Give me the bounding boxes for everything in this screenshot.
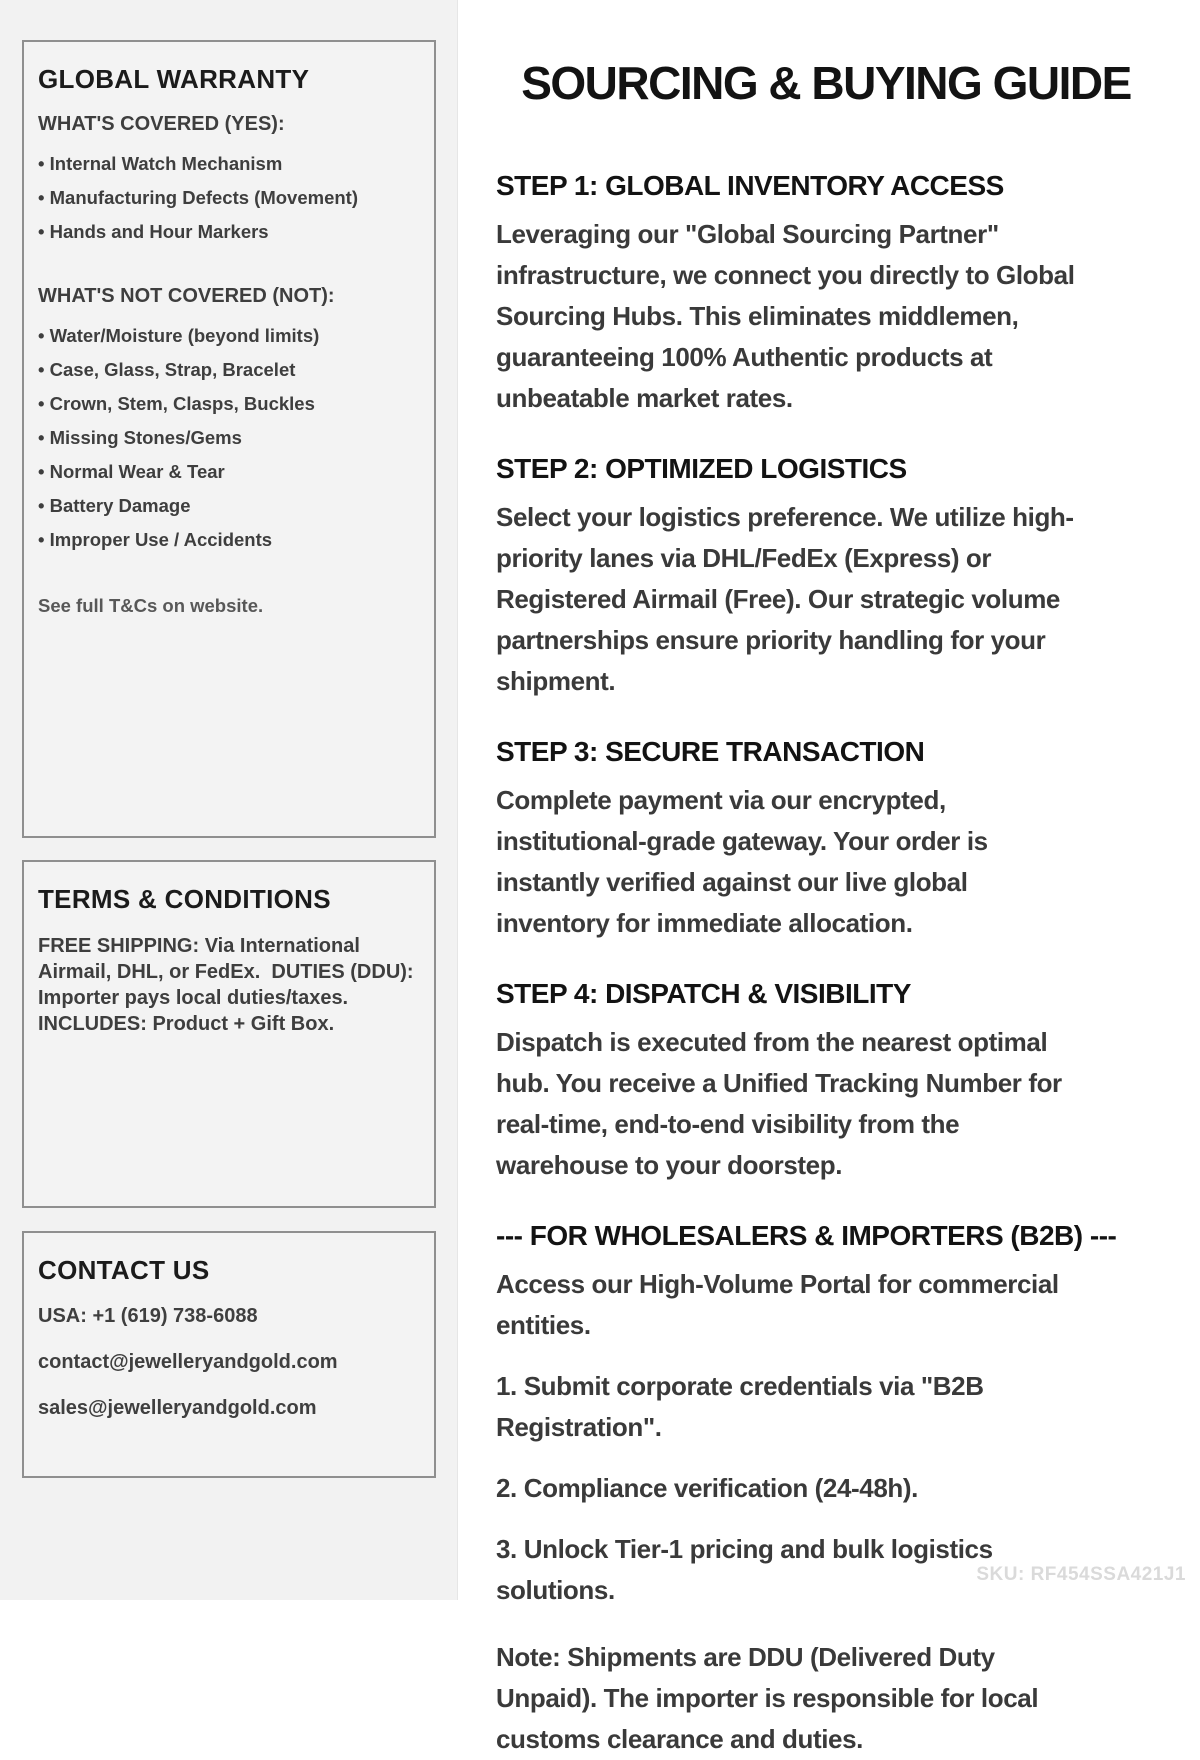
b2b-item-2: 2. Compliance verification (24-48h).	[496, 1473, 918, 1503]
terms-body: FREE SHIPPING: Via International Airmail, DHL, or FedEx. DUTIES (DDU): Importer pays local duties/taxes. INCLUDES: Product + Gift Box.	[38, 935, 420, 1035]
list-item: • Case, Glass, Strap, Bracelet	[38, 358, 418, 381]
terms-conditions-box	[22, 860, 436, 1208]
sku-label: SKU: RF454SSA421J1	[976, 1564, 1186, 1585]
b2b-item-1: 1. Submit corporate credentials via "B2B Registration".	[496, 1371, 984, 1442]
step-3-section	[496, 736, 1200, 944]
contact-title: CONTACT US	[38, 1255, 210, 1285]
global-warranty-box	[22, 40, 436, 838]
contact-phone: USA: +1 (619) 738-6088	[38, 1305, 258, 1327]
contact-us-box	[22, 1231, 436, 1478]
step-3-body: Complete payment via our encrypted, institutional-grade gateway. Your order is instantly verified against our live global inventory for immediate allocation.	[496, 785, 988, 938]
step-1-section	[496, 170, 1200, 419]
step-4-heading: STEP 4: DISPATCH & VISIBILITY	[496, 978, 911, 1009]
contact-email-sales: sales@jewelleryandgold.com	[38, 1397, 317, 1419]
b2b-ddu-note: Note: Shipments are DDU (Delivered Duty Unpaid). The importer is responsible for local customs clearance and duties.	[496, 1642, 1039, 1754]
step-3-heading: STEP 3: SECURE TRANSACTION	[496, 736, 925, 767]
b2b-section	[496, 1220, 1200, 1760]
b2b-intro: Access our High-Volume Portal for commercial entities.	[496, 1269, 1059, 1340]
page-title: SOURCING & BUYING GUIDE	[521, 57, 1131, 109]
list-item: • Manufacturing Defects (Movement)	[38, 186, 418, 209]
step-2-section	[496, 453, 1200, 702]
b2b-heading: --- FOR WHOLESALERS & IMPORTERS (B2B) ---	[496, 1220, 1117, 1251]
step-4-body: Dispatch is executed from the nearest optimal hub. You receive a Unified Tracking Number for real-time, end-to-end visibility from the warehouse to your doorstep.	[496, 1027, 1062, 1180]
list-item: • Internal Watch Mechanism	[38, 152, 418, 175]
list-item: • Water/Moisture (beyond limits)	[38, 324, 418, 347]
warranty-covered-heading: WHAT'S COVERED (YES):	[38, 113, 285, 135]
step-4-section	[496, 978, 1200, 1186]
list-item: • Normal Wear & Tear	[38, 460, 418, 483]
sourcing-guide-main	[458, 0, 1200, 1754]
list-item: • Improper Use / Accidents	[38, 528, 418, 551]
step-1-heading: STEP 1: GLOBAL INVENTORY ACCESS	[496, 170, 1004, 201]
list-item: • Battery Damage	[38, 494, 418, 517]
list-item: • Hands and Hour Markers	[38, 220, 418, 243]
warranty-covered-list	[38, 152, 418, 243]
step-2-heading: STEP 2: OPTIMIZED LOGISTICS	[496, 453, 907, 484]
info-sidebar	[0, 0, 458, 1600]
contact-email-primary: contact@jewelleryandgold.com	[38, 1351, 338, 1373]
list-item: • Crown, Stem, Clasps, Buckles	[38, 392, 418, 415]
list-item: • Missing Stones/Gems	[38, 426, 418, 449]
warranty-not-covered-list	[38, 324, 418, 551]
b2b-item-3: 3. Unlock Tier-1 pricing and bulk logistics solutions.	[496, 1534, 993, 1605]
warranty-footnote: See full T&Cs on website.	[38, 595, 264, 616]
terms-title: TERMS & CONDITIONS	[38, 884, 331, 914]
step-2-body: Select your logistics preference. We utilize high-priority lanes via DHL/FedEx (Express) or Registered Airmail (Free). Our strategic volume partnerships ensure priority handling for your shipment.	[496, 502, 1074, 696]
step-1-body: Leveraging our "Global Sourcing Partner" infrastructure, we connect you directly to Global Sourcing Hubs. This eliminates middlemen, guaranteeing 100% Authentic products at unbeatable market rates.	[496, 219, 1075, 413]
warranty-not-covered-heading: WHAT'S NOT COVERED (NOT):	[38, 285, 335, 307]
warranty-title: GLOBAL WARRANTY	[38, 64, 310, 94]
